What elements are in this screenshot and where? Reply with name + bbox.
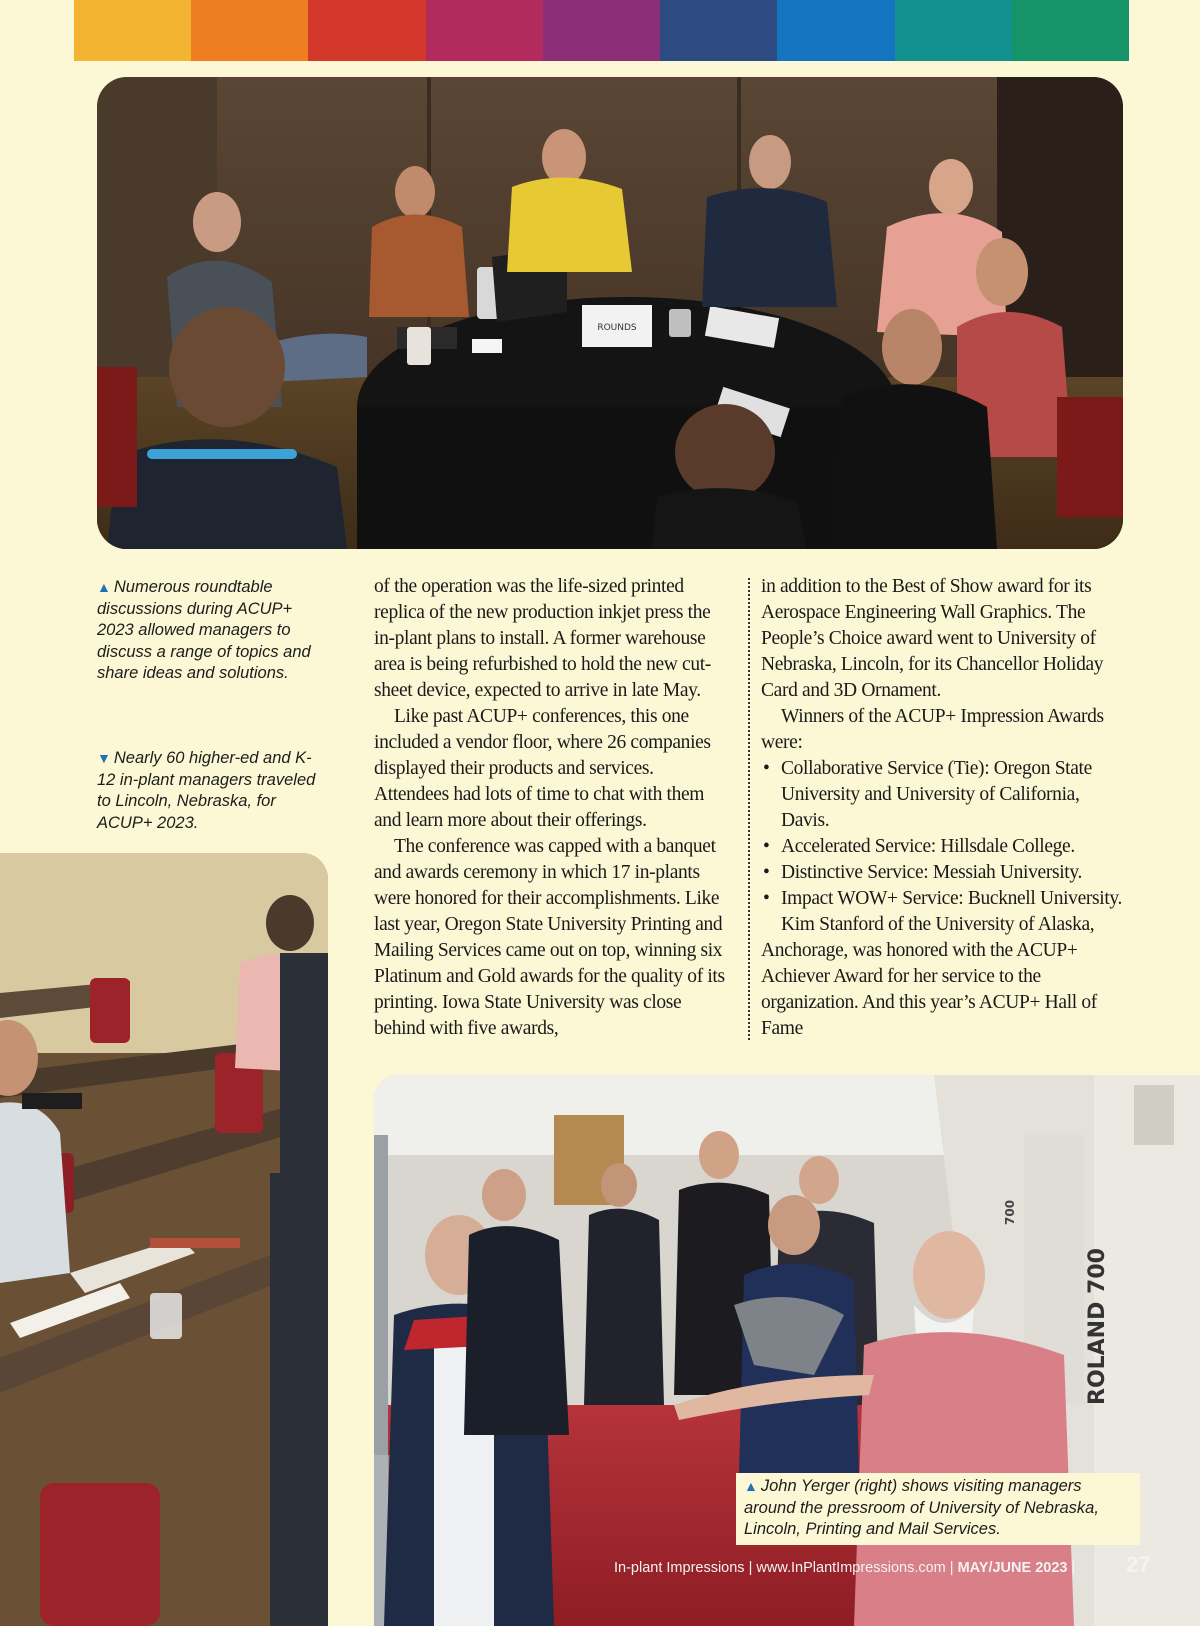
caption-managers xyxy=(97,748,327,834)
article-paragraph: of the operation was the life-sized printed replica of the new production inkjet press the in-plant plans to install. A former warehouse area is being refurbished to hold the new cut-sheet device, expected to arrive in late May. xyxy=(374,576,711,701)
color-swatch xyxy=(895,0,1012,61)
color-swatch xyxy=(426,0,543,61)
list-item: • Distinctive Service: Messiah University. xyxy=(761,860,1126,886)
caption-roundtable-text: Numerous roundtable discussions during ACUP+ 2023 allowed managers to discuss a range of topics and share ideas and solutions. xyxy=(97,578,311,682)
article-column-1 xyxy=(374,574,730,1042)
color-swatch xyxy=(191,0,308,61)
article-paragraph: Kim Stanford of the University of Alaska, Anchorage, was honored with the ACUP+ Achiever Award for her service to the organization. And this year’s ACUP+ Hall of Fame xyxy=(761,914,1097,1039)
caption-pressroom xyxy=(736,1473,1140,1545)
color-swatch xyxy=(777,0,894,61)
footer-text: In-plant Impressions | www.InPlantImpressions.com | xyxy=(614,1560,958,1576)
article-paragraph: in addition to the Best of Show award for its Aerospace Engineering Wall Graphics. The People’s Choice award went to University of Nebraska, Lincoln, for its Chancellor Holiday Card and 3D Ornament. xyxy=(761,576,1104,701)
color-swatch xyxy=(660,0,777,61)
triangle-down-icon: ▼ xyxy=(97,750,111,766)
classroom-photo xyxy=(0,853,328,1626)
press-label-small2-text: 700 xyxy=(1003,1199,1017,1225)
color-swatch xyxy=(308,0,425,61)
list-item: • Impact WOW+ Service: Bucknell University. xyxy=(761,886,1126,912)
article-paragraph: Winners of the ACUP+ Impression Awards were: xyxy=(761,706,1104,753)
triangle-up-icon: ▲ xyxy=(744,1478,758,1494)
color-swatch xyxy=(1012,0,1129,61)
winners-list xyxy=(761,756,1126,912)
triangle-up-icon: ▲ xyxy=(97,579,111,595)
article-column-2 xyxy=(761,574,1126,1042)
footer-issue: MAY/JUNE 2023 xyxy=(957,1560,1068,1576)
page-number: 27 xyxy=(1126,1552,1151,1577)
list-item: • Collaborative Service (Tie): Oregon State University and University of California, Davis. xyxy=(761,756,1126,834)
caption-managers-text: Nearly 60 higher-ed and K-12 in-plant managers traveled to Lincoln, Nebraska, for ACUP+ 2023. xyxy=(97,749,316,832)
article-paragraph: Like past ACUP+ conferences, this one included a vendor floor, where 26 companies displayed their products and services. Attendees had lots of time to chat with them and learn more about their offerings. xyxy=(374,706,711,831)
footer-separator: | xyxy=(1067,1560,1076,1576)
table-sign-text: ROUNDS xyxy=(597,323,637,333)
article-paragraph: The conference was capped with a banquet and awards ceremony in which 17 in-plants were honored for their accomplishments. Like last year, Oregon State University Printing and Mailing Services came out on top, winning six Platinum and Gold awards for the quality of its printing. Iowa State University was close behind with five awards, xyxy=(374,836,725,1039)
list-item: • Accelerated Service: Hillsdale College. xyxy=(761,834,1126,860)
press-label-text: ROLAND 700 xyxy=(1085,1248,1110,1405)
roundtable-photo xyxy=(97,77,1123,549)
caption-pressroom-text: John Yerger (right) shows visiting managers around the pressroom of University of Nebraska, Lincoln, Printing and Mail Services. xyxy=(744,1477,1099,1538)
color-swatch xyxy=(543,0,660,61)
page-footer xyxy=(614,1560,1075,1576)
color-bar xyxy=(74,0,1129,61)
caption-roundtable xyxy=(97,577,327,685)
column-divider xyxy=(748,578,750,1040)
color-swatch xyxy=(74,0,191,61)
